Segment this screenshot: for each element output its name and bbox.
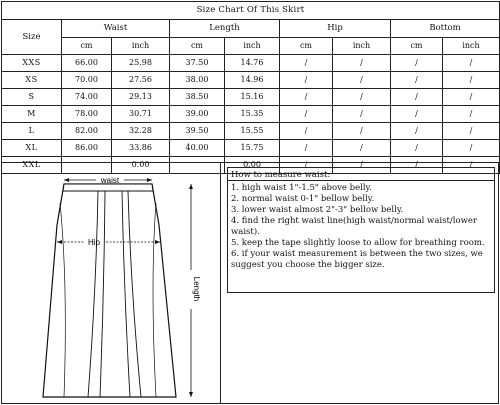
measurement-cell: 15.55 xyxy=(225,123,280,140)
size-cell: M xyxy=(2,106,62,123)
measurement-cell: 0.00 xyxy=(112,157,170,174)
size-cell: XL xyxy=(2,140,62,157)
measurement-cell: / xyxy=(333,55,391,72)
measurement-cell: / xyxy=(280,106,333,123)
guide-item: 5. keep the tape slightly loose to allow for breathing room. xyxy=(231,238,485,248)
waist-column-header: Waist xyxy=(62,20,170,38)
guide-list xyxy=(228,181,494,271)
measurement-cell: / xyxy=(443,123,500,140)
measurement-cell: / xyxy=(333,157,391,174)
measurement-cell: / xyxy=(280,72,333,89)
measurement-cell: / xyxy=(443,157,500,174)
guide-item: 3. lower waist almost 2"-3" bellow belly. xyxy=(231,205,404,215)
hip-label: Hip xyxy=(87,238,101,247)
measurement-cell: / xyxy=(391,106,443,123)
measurement-cell: 74.00 xyxy=(62,89,112,106)
measurement-cell: / xyxy=(333,72,391,89)
length-label: Length xyxy=(192,276,201,302)
unit-header: inch xyxy=(225,38,280,55)
table-row xyxy=(2,55,500,72)
unit-header: cm xyxy=(170,38,225,55)
measurement-cell: 39.50 xyxy=(170,123,225,140)
table-row xyxy=(2,72,500,89)
table-title: Size Chart Of This Skirt xyxy=(2,2,500,20)
measurement-cell: / xyxy=(280,140,333,157)
measurement-cell: / xyxy=(443,89,500,106)
size-cell: S xyxy=(2,89,62,106)
length-column-header: Length xyxy=(170,20,280,38)
table-row xyxy=(2,140,500,157)
table-row xyxy=(2,123,500,140)
guide-item: 1. high waist 1"-1.5" above belly. xyxy=(231,183,372,193)
measurement-cell: 40.00 xyxy=(170,140,225,157)
measurement-cell: 33.86 xyxy=(112,140,170,157)
size-column-header: Size xyxy=(2,20,62,55)
measurement-cell: / xyxy=(443,55,500,72)
bottom-column-header: Bottom xyxy=(391,20,500,38)
size-cell: XXS xyxy=(2,55,62,72)
measurement-cell: 15.16 xyxy=(225,89,280,106)
measurement-cell: / xyxy=(391,89,443,106)
unit-header: inch xyxy=(333,38,391,55)
measurement-cell: 38.00 xyxy=(170,72,225,89)
measurement-panel xyxy=(1,162,499,404)
waist-label: waist xyxy=(100,176,120,185)
measurement-cell: / xyxy=(391,140,443,157)
measurement-cell: 37.50 xyxy=(170,55,225,72)
unit-header: cm xyxy=(62,38,112,55)
measurement-cell: / xyxy=(333,89,391,106)
measurement-cell: 70.00 xyxy=(62,72,112,89)
measurement-cell: 66.00 xyxy=(62,55,112,72)
measurement-cell: / xyxy=(333,106,391,123)
guide-heading: How to measure waist: xyxy=(228,168,494,181)
measurement-cell: 15.75 xyxy=(225,140,280,157)
measure-guide xyxy=(227,167,495,293)
size-chart-table xyxy=(1,1,500,174)
measurement-cell: / xyxy=(391,123,443,140)
measurement-cell: / xyxy=(280,55,333,72)
guide-item: 6. if your waist measurement is between the two sizes, we suggest you choose the bigger size. xyxy=(231,249,483,270)
measurement-cell: / xyxy=(391,157,443,174)
measurement-cell: 82.00 xyxy=(62,123,112,140)
measurement-cell: 30.71 xyxy=(112,106,170,123)
measurement-cell: / xyxy=(280,157,333,174)
measurement-cell: 15.35 xyxy=(225,106,280,123)
unit-header: inch xyxy=(112,38,170,55)
measurement-cell: / xyxy=(443,72,500,89)
measurement-cell: / xyxy=(443,140,500,157)
measurement-cell: 25.98 xyxy=(112,55,170,72)
measurement-cell: / xyxy=(391,55,443,72)
size-cell: XXL xyxy=(2,157,62,174)
measurement-cell: 32.28 xyxy=(112,123,170,140)
unit-header: cm xyxy=(280,38,333,55)
measurement-cell: 39.00 xyxy=(170,106,225,123)
measurement-cell: 29.13 xyxy=(112,89,170,106)
hip-column-header: Hip xyxy=(280,20,391,38)
measurement-cell: 14.96 xyxy=(225,72,280,89)
measurement-cell: 78.00 xyxy=(62,106,112,123)
skirt-illustration xyxy=(2,163,220,403)
measurement-cell: / xyxy=(333,123,391,140)
measurement-cell: / xyxy=(443,106,500,123)
measurement-cell: 86.00 xyxy=(62,140,112,157)
measurement-cell: 27.56 xyxy=(112,72,170,89)
size-cell: XS xyxy=(2,72,62,89)
measurement-cell: / xyxy=(280,123,333,140)
measurement-cell: / xyxy=(280,89,333,106)
guide-item: 2. normal waist 0-1" bellow belly. xyxy=(231,194,375,204)
measurement-cell: 14.76 xyxy=(225,55,280,72)
unit-header: cm xyxy=(391,38,443,55)
table-row xyxy=(2,89,500,106)
unit-header: inch xyxy=(443,38,500,55)
measurement-cell: / xyxy=(333,140,391,157)
skirt-diagram xyxy=(2,163,221,403)
measurement-cell: / xyxy=(391,72,443,89)
table-row xyxy=(2,106,500,123)
measurement-cell: 0.00 xyxy=(225,157,280,174)
size-cell: L xyxy=(2,123,62,140)
guide-item: 4. find the right waist line(high waist/normal waist/lower waist). xyxy=(231,216,477,237)
measurement-cell: 38.50 xyxy=(170,89,225,106)
